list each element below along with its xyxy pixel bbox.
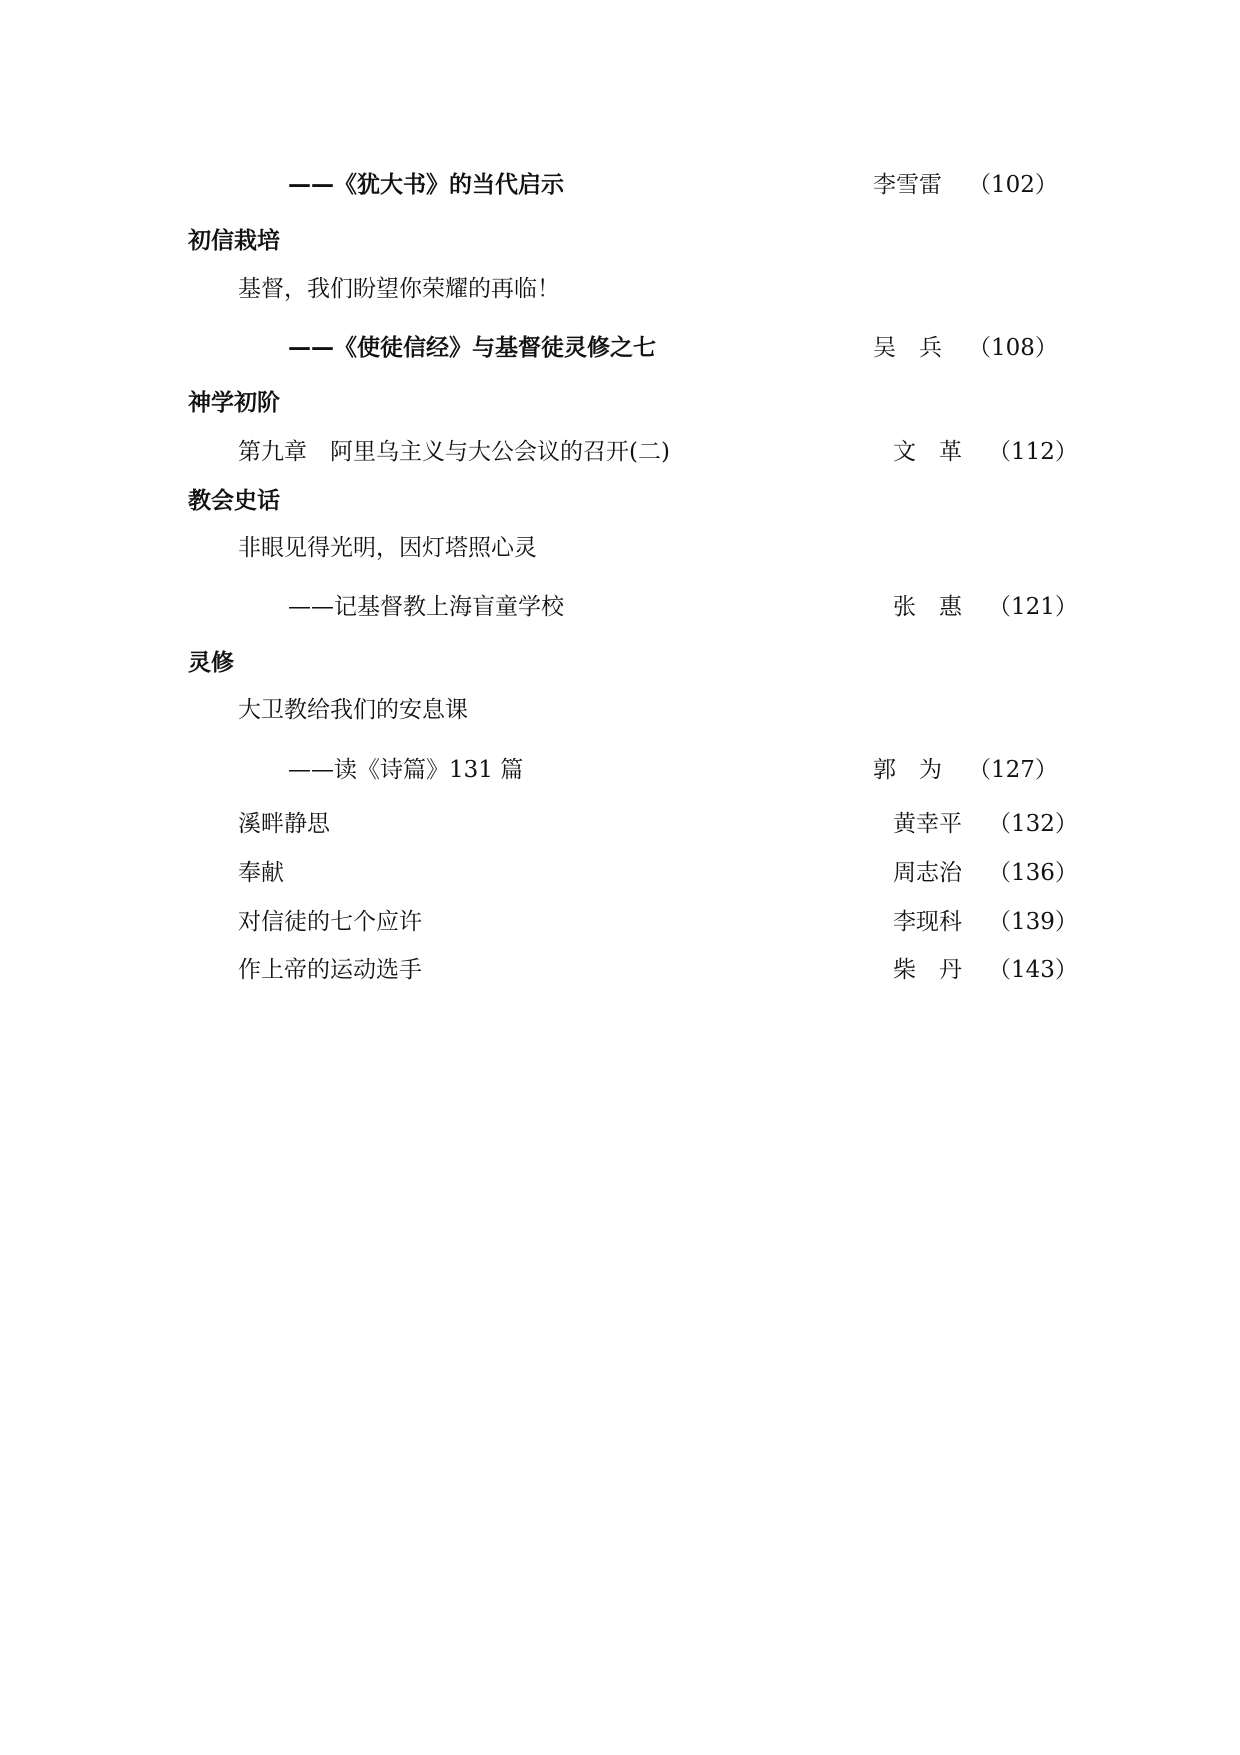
toc-entry-title: 奉献 <box>238 860 284 886</box>
toc-entry-title: 第九章 阿里乌主义与大公会议的召开(二) <box>238 439 670 465</box>
toc-entry-title: 对信徒的七个应许 <box>238 909 422 935</box>
toc-entry-title: 基督，我们盼望你荣耀的再临！ <box>238 276 560 302</box>
toc-entry-subtitle: ——记基督教上海盲童学校 <box>288 594 564 620</box>
toc-entry-title: 非眼见得光明，因灯塔照心灵 <box>238 535 537 561</box>
toc-entry-author: 文 革 <box>893 439 962 465</box>
toc-entry-page: （112） <box>988 439 1078 465</box>
toc-entry-author: 李现科 <box>893 909 962 935</box>
toc-entry-page: （102） <box>968 172 1058 198</box>
toc-entry-page: （132） <box>988 811 1078 837</box>
toc-entry-author: 柴 丹 <box>893 957 962 983</box>
section-heading: 教会史话 <box>188 488 280 514</box>
toc-entry-page: （121） <box>988 594 1078 620</box>
toc-entry-page: （108） <box>968 335 1058 361</box>
toc-entry-author: 李雪雷 <box>873 172 942 198</box>
toc-entry-subtitle: ——读《诗篇》131 篇 <box>288 757 524 783</box>
section-heading: 神学初阶 <box>188 390 280 416</box>
toc-entry-author: 黄幸平 <box>893 811 962 837</box>
section-heading: 灵修 <box>188 650 234 676</box>
toc-entry-title: 作上帝的运动选手 <box>238 957 422 983</box>
toc-entry-title: ——《犹大书》的当代启示 <box>288 172 564 198</box>
toc-entry-author: 吴 兵 <box>873 335 942 361</box>
toc-entry-page: （139） <box>988 909 1078 935</box>
toc-entry-title: 大卫教给我们的安息课 <box>238 697 468 723</box>
toc-entry-page: （143） <box>988 957 1078 983</box>
toc-entry-author: 周志治 <box>893 860 962 886</box>
toc-entry-title: 溪畔静思 <box>238 811 330 837</box>
toc-entry-page: （136） <box>988 860 1078 886</box>
toc-entry-author: 郭 为 <box>873 757 942 783</box>
section-heading: 初信栽培 <box>188 228 280 254</box>
toc-entry-page: （127） <box>968 757 1058 783</box>
toc-entry-author: 张 惠 <box>893 594 962 620</box>
toc-entry-subtitle: ——《使徒信经》与基督徒灵修之七 <box>288 335 656 361</box>
